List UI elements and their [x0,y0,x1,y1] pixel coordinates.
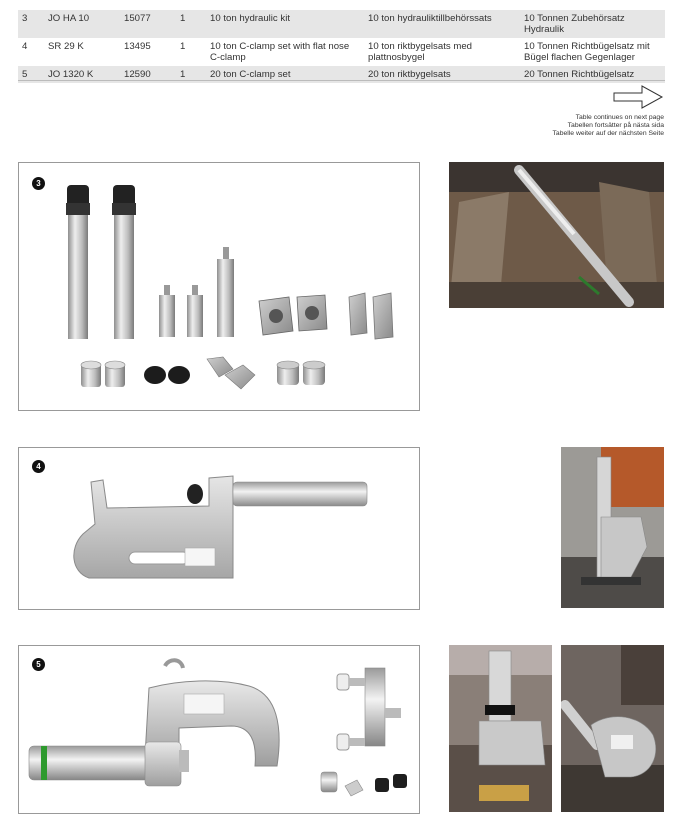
pos-cell: 3 [18,10,44,38]
qty-cell: 1 [176,66,206,83]
table-row [18,38,665,66]
desc-de-cell: 10 Tonnen Richtbügelsatz mit Bügel flachen Gegenlager [524,41,650,63]
flat-nose-c-clamp-illustration [19,448,419,609]
code-cell: SR 29 K [48,41,84,52]
pos-cell: 4 [22,41,28,52]
continue-arrow-icon [612,84,664,110]
desc-sv-cell: 20 ton riktbygelsats [364,66,520,83]
c-clamp-press-photo [449,645,552,812]
parts-table [18,10,665,83]
ram-in-use-photo [449,162,664,308]
hydraulic-kit-panel [18,162,420,411]
pos-cell: 5 [18,66,44,83]
desc-de-cell: 10 Tonnen Zubehörsatz Hydraulik [520,10,665,38]
continuation-note [553,114,664,138]
c-clamp-in-use-photo [561,447,664,608]
desc-de-cell: 20 Tonnen Richtbügelsatz [520,66,665,83]
continuation-en: Table continues on next page [575,114,664,121]
continuation-sv: Tabellen fortsätter på nästa sida [567,122,664,129]
desc-en-cell: 10 ton C-clamp set with flat nose C-clamp [210,41,350,63]
desc-sv-cell: 10 ton hydrauliktillbehörssats [364,10,520,38]
number-cell: 13495 [124,41,151,52]
desc-en-cell: 20 ton C-clamp set [206,66,364,83]
flat-nose-c-clamp-panel [18,447,420,610]
number-cell: 15077 [120,10,176,38]
code-cell: JO 1320 K [44,66,120,83]
hydraulic-kit-illustration [19,163,419,410]
item-badge: 3 [32,177,45,190]
c-clamp-set-panel [18,645,420,814]
item-badge: 4 [32,460,45,473]
item-badge: 5 [32,658,45,671]
code-cell: JO HA 10 [44,10,120,38]
c-clamp-set-illustration [19,646,419,813]
continuation-de: Tabelle weiter auf der nächsten Seite [552,130,664,137]
number-cell: 12590 [120,66,176,83]
qty-cell: 1 [180,41,186,52]
desc-sv-cell: 10 ton riktbygelsats med plattnosbygel [368,41,472,63]
table-bottom-rule [18,80,665,81]
desc-en-cell: 10 ton hydraulic kit [206,10,364,38]
table-row [18,10,665,38]
c-clamp-bodywork-photo [561,645,664,812]
qty-cell: 1 [176,10,206,38]
